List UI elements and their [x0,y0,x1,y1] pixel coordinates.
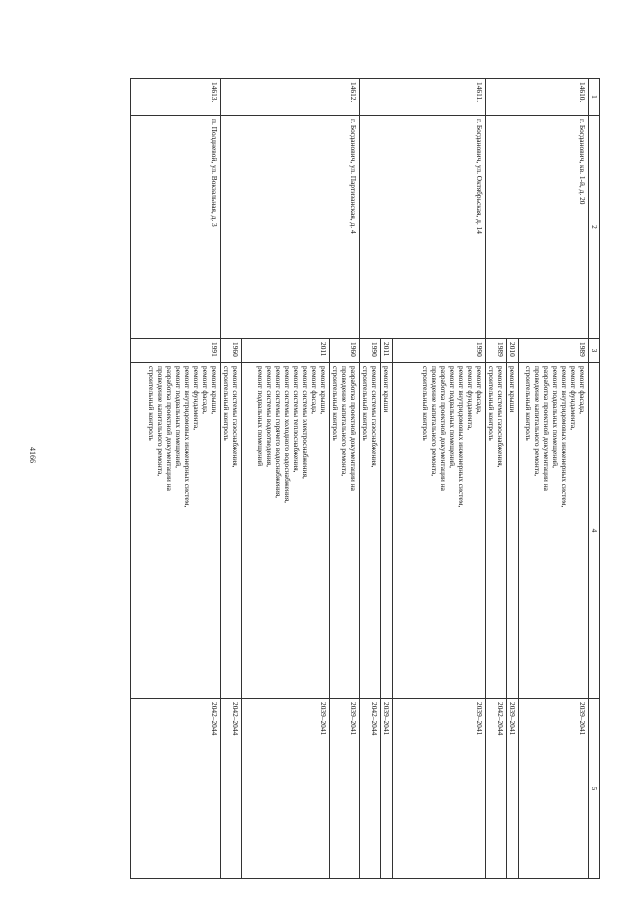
year-cell: 2010 [507,339,519,363]
address-cell: г. Богданович, ул. Партизанская, д. 4 [221,116,360,339]
header-row [589,79,600,879]
table-row [393,79,486,879]
works-cell: ремонт крыши [507,363,519,699]
year-cell: 1989 [486,339,507,363]
row-number: 14612. [221,79,360,116]
row-number: 14611. [360,79,486,116]
year-cell: 1960 [330,339,360,363]
year-cell: 1991 [131,339,221,363]
column-header: 2 [589,116,600,339]
row-number: 14613. [131,79,221,116]
works-cell: ремонт фасада, ремонт фундамента, ремонт внутридомовых инженерных систем, ремонт подвальных помещений, разработка проектной документации на проведение капитального ремонта, строительный контроль [519,363,589,699]
table-row [519,79,589,879]
year-cell: 1989 [519,339,589,363]
period-cell: 2039–2041 [507,699,519,879]
period-cell: 2042–2044 [221,699,242,879]
period-cell: 2042–2044 [486,699,507,879]
period-cell: 2039–2041 [381,699,393,879]
works-cell: ремонт крыши, ремонт фасада, ремонт системы электроснабжения, ремонт системы теплоснабжения, ремонт системы холодного водоснабжения, ремонт системы горячего водоснабжения, ремонт системы водоотведения, ремонт подвальных помещений [242,363,330,699]
table-row [330,79,360,879]
year-cell: 2011 [242,339,330,363]
page-number-area [0,0,37,905]
row-number: 14610. [486,79,589,116]
works-cell: ремонт системы газоснабжения, строительный контроль [360,363,381,699]
rotated-table-container [84,78,600,878]
works-cell: ремонт фасада, ремонт фундамента, ремонт внутридомовых инженерных систем, ремонт подвальных помещений, разработка проектной документации на проведение капитального ремонта, строительный контроль [393,363,486,699]
year-cell: 1990 [360,339,381,363]
address-cell: г. Богданович, кв. 1-й, д. 20 [486,116,589,339]
column-header: 1 [589,79,600,116]
works-cell: ремонт системы газоснабжения, строительный контроль [221,363,242,699]
page-number: 4166 [28,447,37,463]
column-header: 3 [589,339,600,363]
address-cell: п. Полдневой, ул. Вокзальная, д. 3 [131,116,221,339]
works-cell: ремонт системы газоснабжения, строительный контроль [486,363,507,699]
address-cell: г. Богданович, ул. Октябрьская, д. 14 [360,116,486,339]
repair-schedule-table [130,78,600,879]
period-cell: 2039–2041 [242,699,330,879]
period-cell: 2042–2044 [131,699,221,879]
year-cell: 2011 [381,339,393,363]
table-row [131,79,221,879]
period-cell: 2039–2041 [393,699,486,879]
column-header: 5 [589,699,600,879]
period-cell: 2039–2041 [519,699,589,879]
period-cell: 2042–2044 [360,699,381,879]
works-cell: разработка проектной документации на проведение капитального ремонта, строительный контроль [330,363,360,699]
year-cell: 1960 [221,339,242,363]
works-cell: ремонт крыши, ремонт фасада, ремонт фундамента, ремонт внутридомовых инженерных систем, ремонт подвальных помещений, разработка проектной документации на проведение капитального ремонта, строительный контроль [131,363,221,699]
works-cell: ремонт крыши [381,363,393,699]
column-header: 4 [589,363,600,699]
year-cell: 1990 [393,339,486,363]
period-cell: 2039–2041 [330,699,360,879]
